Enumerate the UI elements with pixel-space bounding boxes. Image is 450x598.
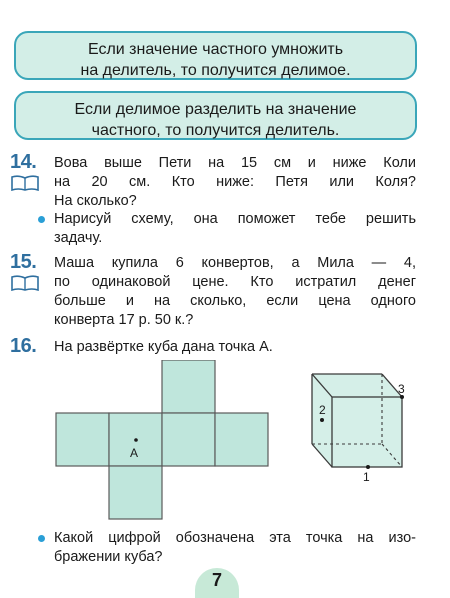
bullet-text-line: задачу. [54, 230, 103, 246]
rule-line: на делитель, то получится делимое. [80, 62, 351, 79]
task-text-line: На сколько? [54, 193, 137, 209]
rule-line: частного, то получится делитель. [91, 122, 340, 139]
cube-figure [302, 370, 414, 482]
bullet-icon [38, 216, 45, 223]
bullet-text-line: бражении куба? [54, 549, 163, 565]
rule-line: Если делимое разделить на значение [74, 101, 357, 118]
task-text-line: Маша купила 6 конвертов, а Мила — 4, [54, 255, 416, 271]
net-face-top [162, 360, 215, 413]
bullet-icon [38, 535, 45, 542]
net-point-label: A [130, 446, 139, 460]
cube-label-1: 1 [363, 470, 370, 482]
bullet-text-line: Нарисуй схему, она поможет тебе решить [54, 211, 416, 227]
book-icon [10, 175, 40, 191]
net-face-left [56, 413, 109, 466]
cube-label-2: 2 [319, 403, 326, 417]
task-text-line: конверта 17 р. 50 к.? [54, 312, 194, 328]
rule-box-multiply [14, 31, 417, 80]
cube-net-figure [52, 360, 270, 520]
task-number: 15. [10, 251, 37, 273]
cube-point-2 [320, 418, 324, 422]
page-number: 7 [211, 570, 222, 590]
net-face-bottom [109, 466, 162, 519]
task-text-line: Вова выше Пети на 15 см и ниже Коли [54, 155, 416, 171]
task-number: 14. [10, 151, 37, 173]
task-text-line: по одинаковой цене. Кто истратил денег [54, 274, 416, 290]
net-face-center [162, 413, 215, 466]
bullet-text-line: Какой цифрой обозначена эта точка на изо- [54, 530, 416, 546]
net-point-a [134, 438, 138, 442]
task-number: 16. [10, 335, 37, 357]
book-icon [10, 275, 40, 291]
rule-line: Если значение частного умножить [87, 41, 344, 58]
net-face-right [215, 413, 268, 466]
cube-label-3: 3 [398, 382, 405, 396]
task-text-line: больше и на сколько, если цена одного [54, 293, 416, 309]
task-text-line: на 20 см. Кто ниже: Петя или Коля? [54, 174, 416, 190]
page-number-tab [195, 568, 239, 592]
cube-point-1 [366, 465, 370, 469]
rule-box-divide [14, 91, 417, 140]
task-text-line: На развёртке куба дана точка А. [54, 339, 273, 355]
